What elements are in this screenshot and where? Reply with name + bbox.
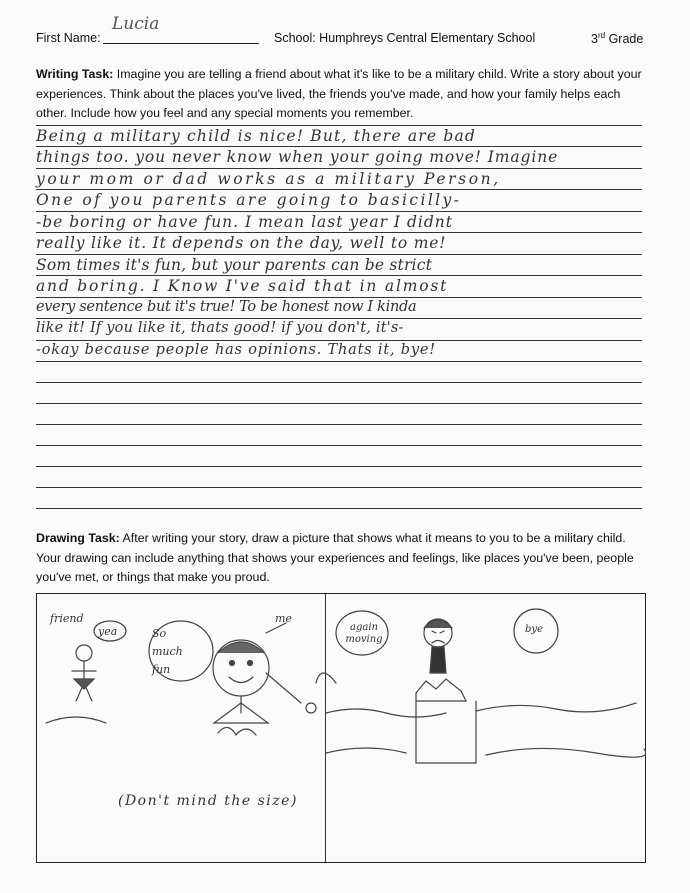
scribble [316, 673, 336, 683]
dont-mind-note: (Don't mind the size) [118, 793, 298, 809]
grade-number: 3 [591, 32, 598, 47]
story-line: and boring. I Know I've said that in almost [36, 277, 449, 295]
water-line [326, 748, 406, 753]
ruled-line [36, 254, 642, 255]
first-name-label: First Name: [36, 31, 101, 45]
small-circle [306, 703, 316, 713]
again-moving-note: again moving [345, 622, 383, 645]
grade-suffix: rd [597, 31, 606, 40]
story-line: Being a military child is nice! But, there are bad [36, 127, 477, 145]
school-label: School: Humphreys Central Elementary School [274, 31, 536, 45]
writing-task-prompt [36, 65, 648, 124]
story-line: your mom or dad works as a military Person, [36, 170, 501, 188]
story-line: One of you parents are going to basicilly- [36, 191, 462, 209]
story-line: like it! If you like it, thats good! if you don't, it's- [36, 320, 404, 336]
writing-task-text: Imagine you are telling a friend about what it's like to be a military child. Write a story about your experiences. Think about the places you've lived, the friends you've made, and how your family helps each other. Include how you feel and any special moments you remember. [36, 67, 642, 120]
ruled-line [36, 487, 642, 488]
ruled-line [36, 275, 642, 276]
water-line [486, 748, 646, 757]
story-line: every sentence but it's true! To be honest now I kinda [36, 299, 417, 315]
grade-label [591, 31, 643, 46]
so-much-fun-note: So much fun [152, 627, 183, 676]
friend-note: friend [50, 612, 84, 625]
ruled-line [36, 424, 642, 425]
ruled-line [36, 189, 642, 190]
drawing-task-label: Drawing Task: [36, 531, 120, 545]
ruled-line [36, 232, 642, 233]
ruled-line [36, 125, 642, 126]
ruled-line [36, 508, 642, 509]
story-line: really like it. It depends on the day, well to me! [36, 234, 447, 252]
me-figure [213, 623, 301, 735]
bye-note: bye [525, 624, 543, 635]
ruled-line [36, 146, 642, 147]
ruled-line [36, 403, 642, 404]
ruled-line [36, 382, 642, 383]
water-line [476, 703, 636, 712]
drawing-task-prompt [36, 529, 648, 588]
story-line: -be boring or have fun. I mean last year I didnt [36, 213, 453, 231]
ruled-line [36, 168, 642, 169]
ruled-line [36, 445, 642, 446]
drawing-task-text: After writing your story, draw a picture that shows what it means to you to be a military child. Your drawing can include anything that shows your experiences and feelings, like places you've been, people you've met, or things that make you proud. [36, 531, 634, 584]
ruled-line [36, 211, 642, 212]
first-name-value: Lucia [112, 14, 160, 34]
water-line [326, 709, 446, 717]
yea-note: yea [98, 625, 118, 638]
ruled-line [36, 466, 642, 467]
ruled-line [36, 297, 642, 298]
friend-figure [46, 645, 106, 723]
sad-figure [416, 619, 476, 763]
writing-task-label: Writing Task: [36, 67, 114, 81]
story-line: things too. you never know when your going move! Imagine [36, 148, 559, 166]
ruled-line [36, 361, 642, 362]
first-name-line [103, 43, 259, 44]
story-line: Som times it's fun, but your parents can be strict [36, 256, 433, 274]
me-note: me [275, 612, 292, 625]
ruled-line [36, 318, 642, 319]
ruled-line [36, 340, 642, 341]
story-line: -okay because people has opinions. Thats it, bye! [36, 342, 436, 358]
grade-word: Grade [608, 32, 644, 47]
